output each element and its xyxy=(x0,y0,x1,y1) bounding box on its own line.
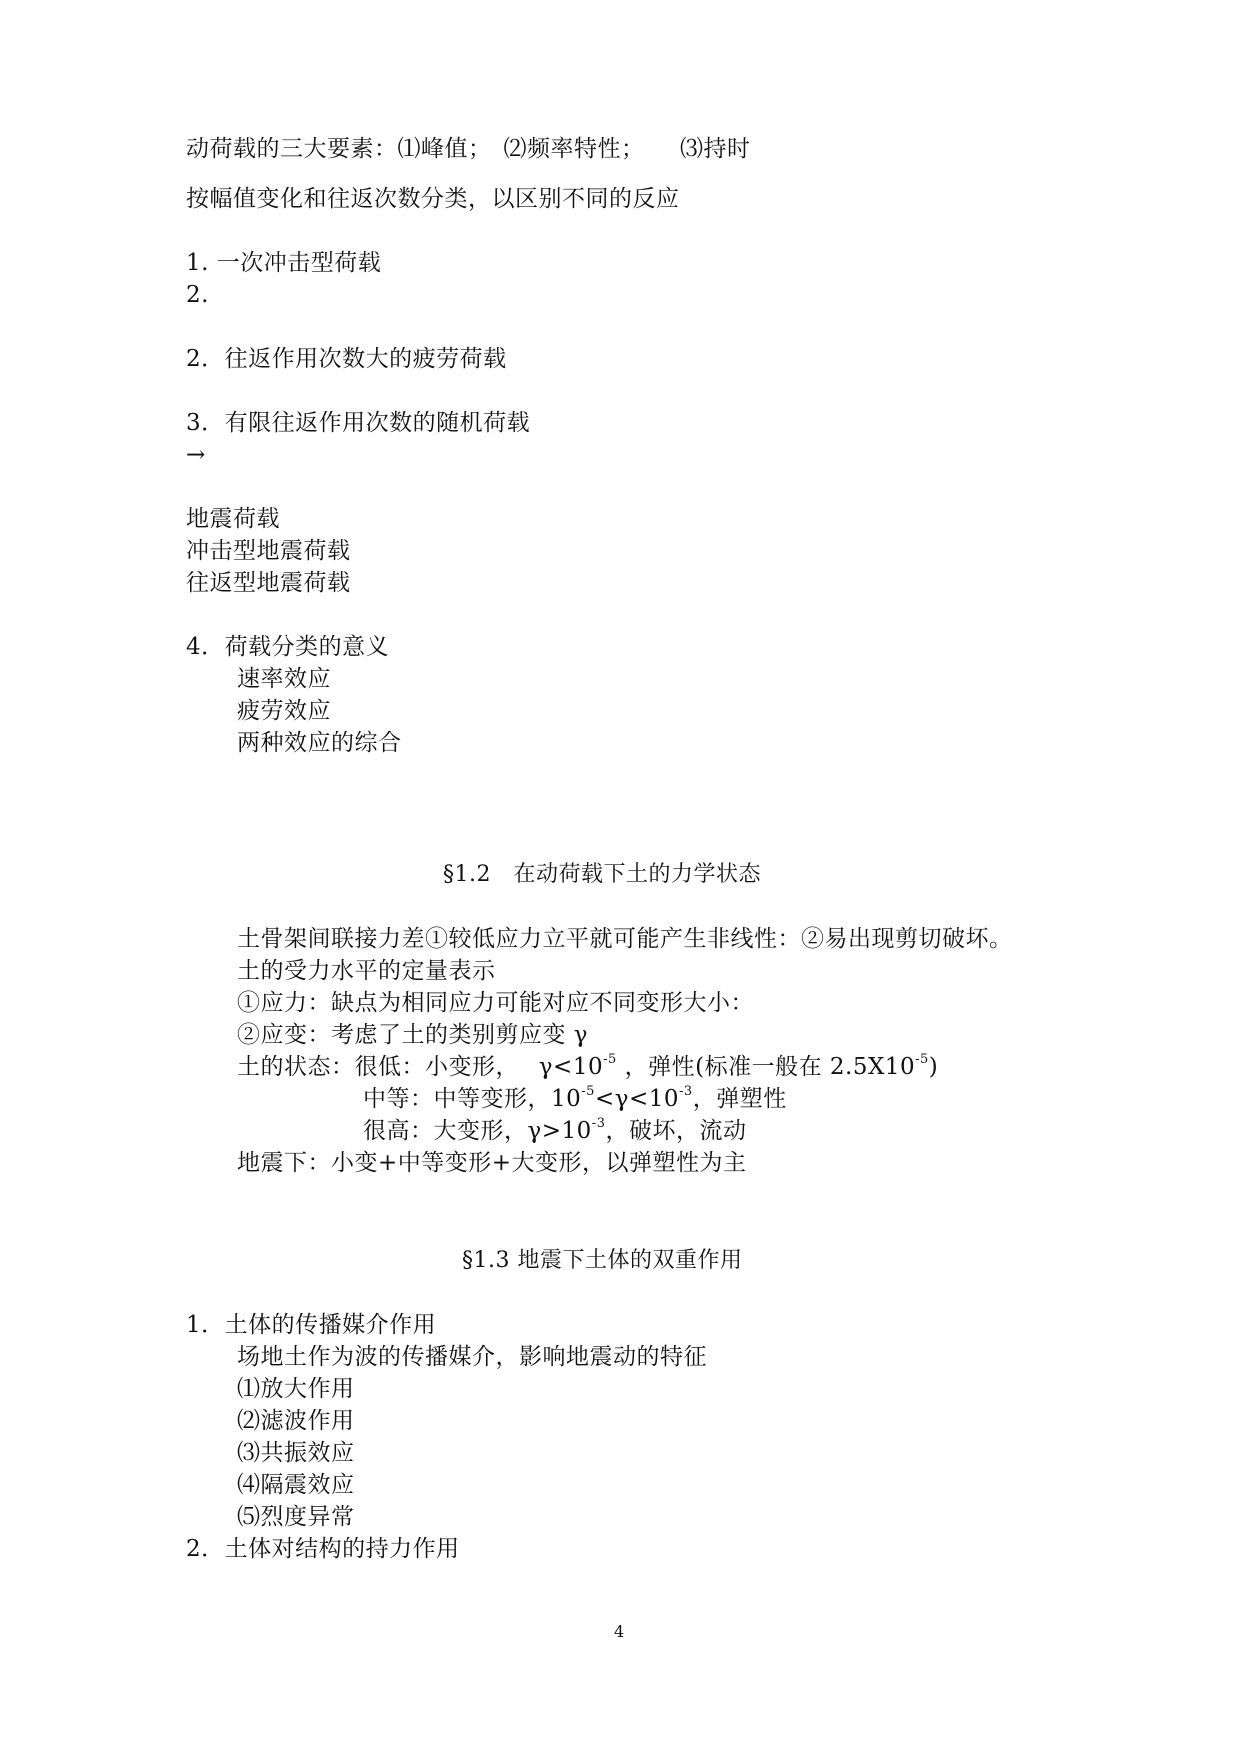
section-1-2-line-4: ②应变：考虑了土的类别剪应变 γ xyxy=(237,1022,589,1048)
soil-state-mid-text-b: <γ<10 xyxy=(594,1086,680,1112)
quake-load-1: 冲击型地震荷载 xyxy=(186,538,351,564)
soil-state-mid-exp-2: -3 xyxy=(679,1084,693,1100)
soil-state-low-exp-1: -5 xyxy=(603,1052,617,1068)
load-type-4: 4．荷载分类的意义 xyxy=(186,634,390,660)
soil-state-high-text-b: ，破坏，流动 xyxy=(605,1118,747,1144)
effect-3: ⑷隔震效应 xyxy=(237,1472,355,1498)
quake-load-2: 往返型地震荷载 xyxy=(186,570,351,596)
section-1-2-line-2: 土的受力水平的定量表示 xyxy=(237,958,496,984)
section-1-2-line-1: 土骨架间联接力差①较低应力立平就可能产生非线性：②易出现剪切破坏。 xyxy=(237,926,1013,952)
effect-2: ⑶共振效应 xyxy=(237,1440,355,1466)
intro-line-1: 动荷载的三大要素：⑴峰值； ⑵频率特性； ⑶持时 xyxy=(186,136,751,162)
soil-state-low-text-b: ，弹性(标准一般在 2.5X10 xyxy=(616,1054,916,1080)
load-type-2: 2．往返作用次数大的疲劳荷载 xyxy=(186,346,507,372)
intro-line-2: 按幅值变化和往返次数分类，以区别不同的反应 xyxy=(186,186,680,212)
load-type-4-sub-0: 速率效应 xyxy=(237,666,331,692)
page-number: 4 xyxy=(614,1622,625,1641)
section-1-3-item-1: 1．土体的传播媒介作用 xyxy=(186,1312,437,1338)
soil-state-low xyxy=(237,1052,938,1082)
load-type-4-sub-2: 两种效应的综合 xyxy=(237,730,402,756)
arrow-glyph: → xyxy=(186,442,206,468)
section-1-3-item-2: 2．土体对结构的持力作用 xyxy=(186,1536,460,1562)
section-1-2-title: §1.2 在动荷载下土的力学状态 xyxy=(443,862,761,887)
effect-4: ⑸烈度异常 xyxy=(237,1504,355,1530)
section-1-3-item-1-desc: 场地土作为波的传播媒介，影响地震动的特征 xyxy=(237,1344,707,1370)
soil-state-mid-exp-1: -5 xyxy=(581,1084,595,1100)
soil-state-low-text-c: ) xyxy=(928,1054,939,1080)
soil-state-low-exp-2: -5 xyxy=(915,1052,929,1068)
soil-state-mid-text-c: ，弹塑性 xyxy=(692,1086,787,1112)
section-1-2-quake-line: 地震下：小变+中等变形+大变形，以弹塑性为主 xyxy=(237,1150,747,1176)
effect-1: ⑵滤波作用 xyxy=(237,1408,355,1434)
soil-state-high-exp-1: -3 xyxy=(591,1116,606,1132)
section-1-2-line-3: ①应力：缺点为相同应力可能对应不同变形大小： xyxy=(237,990,754,1016)
soil-state-high-text-a: 很高：大变形，γ>10 xyxy=(363,1118,592,1144)
effect-0: ⑴放大作用 xyxy=(237,1376,355,1402)
soil-state-mid xyxy=(363,1084,787,1114)
section-1-3-title: §1.3 地震下土体的双重作用 xyxy=(462,1248,743,1273)
load-type-4-sub-1: 疲劳效应 xyxy=(237,698,331,724)
soil-state-high xyxy=(363,1116,746,1146)
soil-state-mid-text-a: 中等：中等变形，10 xyxy=(363,1086,582,1112)
load-type-1: 1. 一次冲击型荷载 xyxy=(186,250,382,276)
load-type-1b: 2. xyxy=(186,282,209,308)
soil-state-low-text-a: 土的状态：很低：小变形， γ<10 xyxy=(237,1054,604,1080)
quake-load-0: 地震荷载 xyxy=(186,506,280,532)
load-type-3: 3．有限往返作用次数的随机荷载 xyxy=(186,410,531,436)
